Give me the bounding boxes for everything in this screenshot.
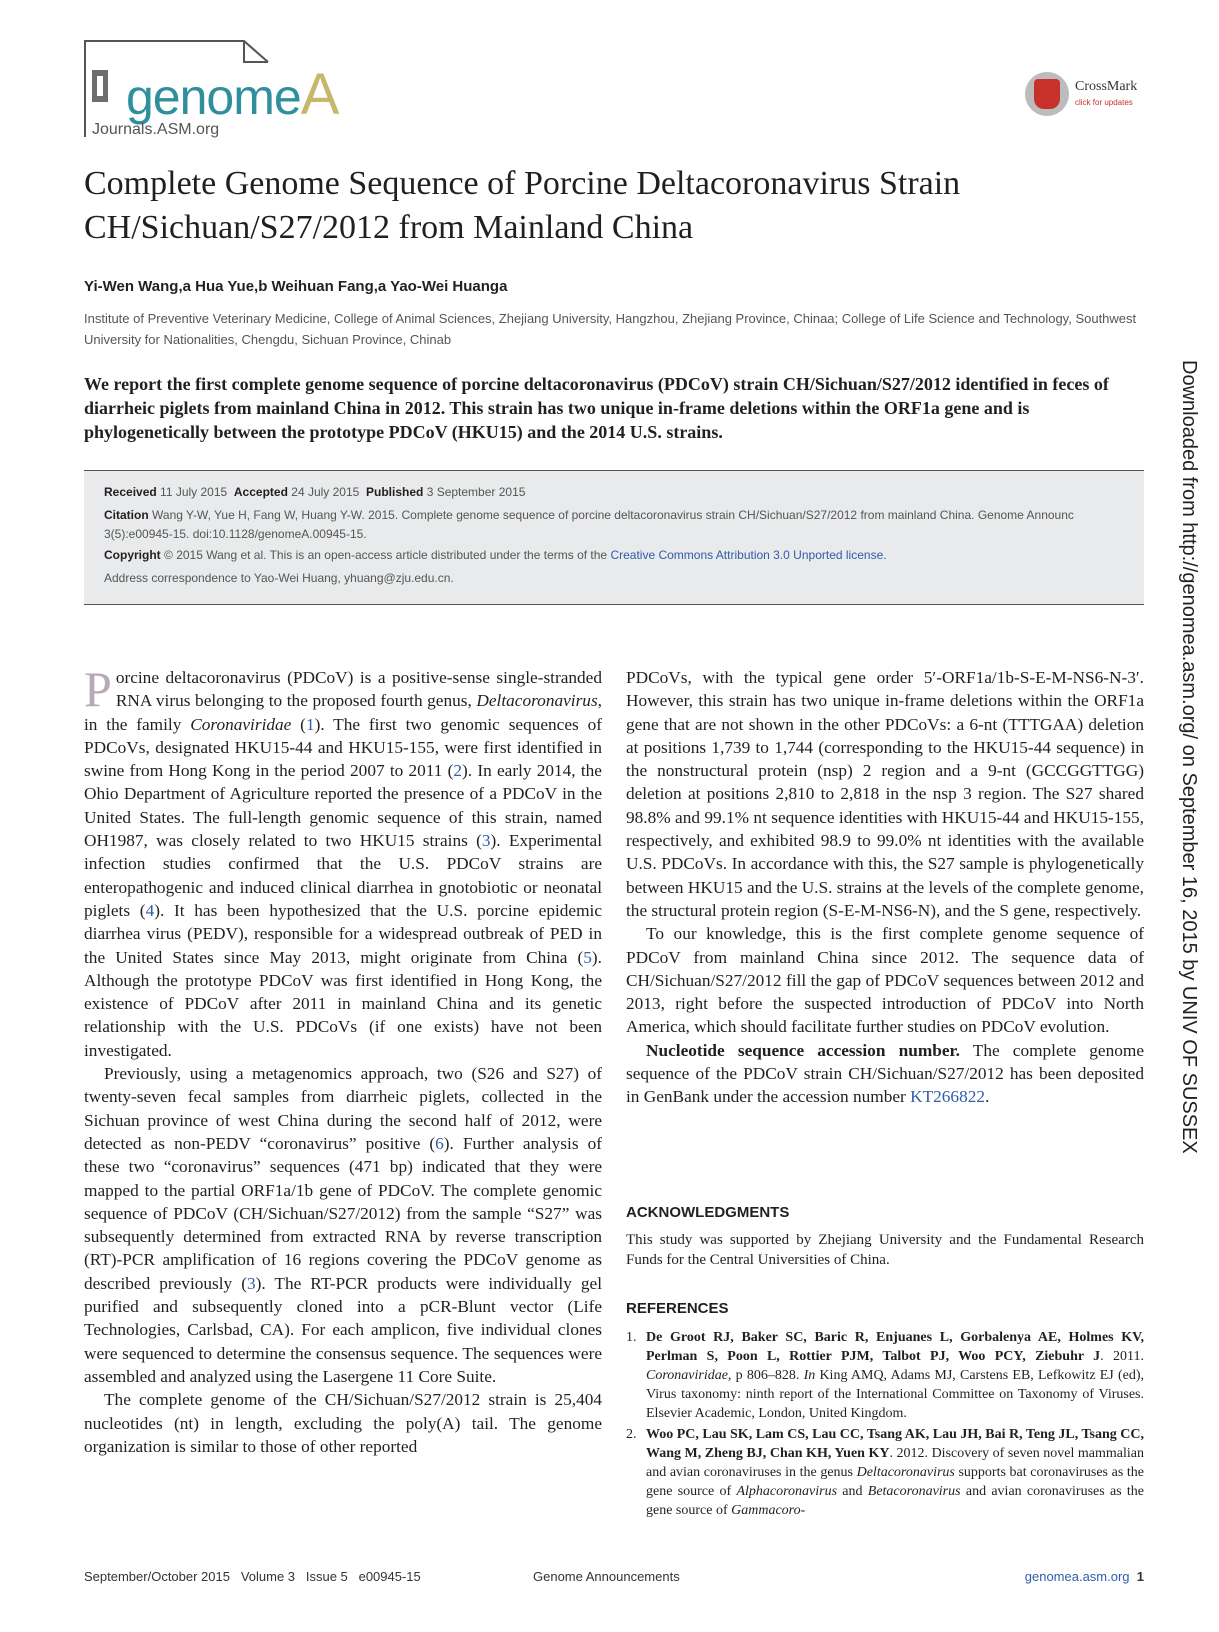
page-number: 1	[1136, 1569, 1144, 1584]
drop-cap: P	[84, 661, 112, 717]
paragraph-conclusion: To our knowledge, this is the first complete genome sequence of PDCoV from mainland China since 2012. The sequence data of CH/Sichuan/S27/2012 fill the gap of PDCoV sequences between 2012 and 2013, right before the suspected introduction of PDCoV into North America, which should facilitate further studies on PDCoV evolution.	[626, 924, 1144, 1037]
article-info-box	[84, 470, 1144, 605]
reference-item: 1. De Groot RJ, Baker SC, Baric R, Enjuanes L, Gorbalenya AE, Holmes KV, Perlman S, Poon L, Rottier PJM, Talbot PJ, Woo PCY, Ziebuhr J. 2011. Coronaviridae, p 806–828. In King AMQ, Adams MJ, Carstens EB, Lefkowitz EJ (ed), Virus taxonomy: ninth report of the International Committee on Taxonomy of Viruses. Elsevier Academic, London, United Kingdom.	[626, 1330, 1144, 1421]
crossmark-sub: click for updates	[1075, 98, 1133, 107]
references-heading: REFERENCES	[626, 1300, 729, 1317]
acknowledgments-text: This study was supported by Zhejiang University and the Fundamental Research Funds for the Central Universities of China.	[626, 1232, 1144, 1268]
citation-link[interactable]: 6	[435, 1133, 444, 1153]
citation-link[interactable]: 1	[305, 714, 315, 734]
reference-list	[626, 1328, 1144, 1522]
affiliations: Institute of Preventive Veterinary Medicine, College of Animal Sciences, Zhejiang University, Hangzhou, Zhejiang Province, Chinaa; College of Life Science and Technology, Southwest University for Nationalities, Chengdu, Sichuan Province, Chinab	[84, 311, 1137, 347]
article-title: Complete Genome Sequence of Porcine Deltacoronavirus Strain CH/Sichuan/S27/2012 from Mainland China	[84, 165, 961, 246]
paragraph-methods: Previously, using a metagenomics approach, two (S26 and S27) of twenty-seven fecal samples from diarrheic piglets, collected in the Sichuan province of west China during the second half of 2012, were detected as non-PEDV “coronavirus” positive (6). Further analysis of these two “coronavirus” sequences (471 bp) indicated that they were mapped to the partial ORF1a/1b gene of PDCoV. The complete genomic sequence of PDCoV (CH/Sichuan/S27/2012) from the sample “S27” was subsequently determined from extracted RNA by reverse transcription (RT)-PCR amplification of 16 regions covering the PDCoV genome as described previously (3). The RT-PCR products were individually gel purified and subsequently cloned into a pCR-Blunt vector (Life Technologies, Carlsbad, CA). For each amplicon, five individual clones were sequenced to determine the consensus sequence. The sequences were assembled and analyzed using the Lasergene 11 Core Suite.	[84, 1064, 602, 1386]
body-column-left	[84, 661, 602, 1458]
download-watermark: Downloaded from http://genomea.asm.org/ on September 16, 2015 by UNIV OF SUSSEX	[1178, 360, 1200, 1154]
footer-right	[1025, 1569, 1144, 1584]
paragraph-deletions: PDCoVs, with the typical gene order 5′-ORF1a/1b-S-E-M-NS6-N-3′. However, this strain has two unique in-frame deletions within the ORF1a gene that are not shown in the other PDCoVs: a 6-nt (TTTGAA) deletion at positions 1,739 to 1,744 (corresponding to the HKU15-44 sequence) in the nonstructural protein (nsp) 2 region and a 9-nt (GCCGGTTGG) deletion at positions 2,810 to 2,818 in the nsp 3 region. The S27 shared 98.8% and 99.1% nt sequence identities with HKU15-44 and HKU15-155, respectively, and exhibited 98.9 to 99.0% nt identities with the available U.S. PDCoVs. In accordance with this, the S27 sample is phylogenetically between HKU15 and the U.S. strains at the levels of the complete genome, the structural protein region (S-E-M-NS6-N), and the S gene, respectively.	[626, 668, 1144, 920]
citation-link[interactable]: 3	[246, 1273, 256, 1293]
crossmark-badge[interactable]	[1025, 72, 1145, 118]
paragraph-accession: Nucleotide sequence accession number. The complete genome sequence of the PDCoV strain CH/Sichuan/S27/2012 has been deposited in GenBank under the accession number KT266822.	[626, 1040, 1144, 1107]
citation-link[interactable]: 5	[583, 947, 592, 967]
license-link[interactable]: Creative Commons Attribution 3.0 Unported license.	[610, 548, 887, 562]
abstract: We report the first complete genome sequence of porcine deltacoronavirus (PDCoV) strain CH/Sichuan/S27/2012 identified in feces of diarrheic piglets from mainland China in 2012. This strain has two unique in-frame deletions within the ORF1a gene and is phylogenetically between the prototype PDCoV (HKU15) and the 2014 U.S. strains.	[84, 374, 1109, 442]
acknowledgments-heading: ACKNOWLEDGMENTS	[626, 1204, 790, 1221]
dates-row: Received 11 July 2015 Accepted 24 July 2015 Published 3 September 2015	[104, 485, 526, 499]
page-footer	[84, 1569, 1144, 1589]
citation-link[interactable]: 2	[453, 761, 463, 781]
journal-name: Genome Announcements	[533, 1569, 680, 1584]
author-list: Yi-Wen Wang,a Hua Yue,b Weihuan Fang,a Yao-Wei Huanga	[84, 278, 508, 295]
reference-item: 2. Woo PC, Lau SK, Lam CS, Lau CC, Tsang AK, Lau JH, Bai R, Teng JL, Tsang CC, Wang M, Zheng BJ, Chan KH, Yuen KY. 2012. Discovery of seven novel mammalian and avian coronaviruses in the genus Deltacoronavirus supports bat coronaviruses as the gene source of Alphacoronavirus and Betacoronavirus and avian coronaviruses as the gene source of Gammacoro-	[626, 1427, 1144, 1518]
paragraph-intro: Porcine deltacoronavirus (PDCoV) is a positive-sense single-stranded RNA virus belonging to the proposed fourth genus, Deltacoronavirus, in the family Coronaviridae (1). The first two genomic sequences of PDCoVs, designated HKU15-44 and HKU15-155, were first identified in swine from Hong Kong in the period 2007 to 2011 (2). In early 2014, the Ohio Department of Agriculture reported the presence of a PDCoV in the United States. The full-length genomic sequence of this strain, named OH1987, was closely related to two HKU15 strains (3). Experimental infection studies confirmed that the U.S. PDCoV strains are enteropathogenic and induced clinical diarrhea in gnotobiotic or neonatal piglets (4). It has been hypothesized that the U.S. porcine epidemic diarrhea virus (PEDV), responsible for a widespread outbreak of PED in the United States since May 2013, might originate from China (5). Although the prototype PDCoV was first identified in Hong Kong, the existence of PDCoV after 2011 in mainland China and its genetic relationship with the U.S. PDCoVs (if one exists) have not been investigated.	[84, 661, 602, 1060]
accession-link[interactable]: KT266822	[910, 1087, 985, 1107]
citation-link[interactable]: 3	[481, 831, 491, 851]
journal-site-link[interactable]: genomea.asm.org	[1024, 1569, 1130, 1584]
citation-link[interactable]: 4	[145, 900, 155, 920]
paragraph-genome: The complete genome of the CH/Sichuan/S27/2012 strain is 25,404 nucleotides (nt) in length, excluding the poly(A) tail. The genome organization is similar to those of other reported	[84, 1390, 602, 1456]
copyright-row: Copyright © 2015 Wang et al. This is an open-access article distributed under the terms of the Creative Commons Attribution 3.0 Unported license.	[104, 548, 887, 562]
crossmark-label: CrossMark	[1075, 79, 1138, 94]
issue-info: September/October 2015 Volume 3 Issue 5 e00945-15	[84, 1569, 421, 1584]
body-column-right	[626, 666, 1144, 1109]
crossmark-icon	[1025, 72, 1069, 116]
logo-subtext: Journals.ASM.org	[92, 121, 220, 138]
logo-wordmark: genomeA	[126, 62, 339, 127]
correspondence-row: Address correspondence to Yao-Wei Huang, yhuang@zju.edu.cn.	[104, 571, 454, 585]
citation-row: Citation Wang Y-W, Yue H, Fang W, Huang Y-W. 2015. Complete genome sequence of porcine deltacoronavirus strain CH/Sichuan/S27/2012 from mainland China. Genome Announc 3(5):e00945-15. doi:10.1128/genomeA.00945-15.	[104, 508, 1074, 541]
